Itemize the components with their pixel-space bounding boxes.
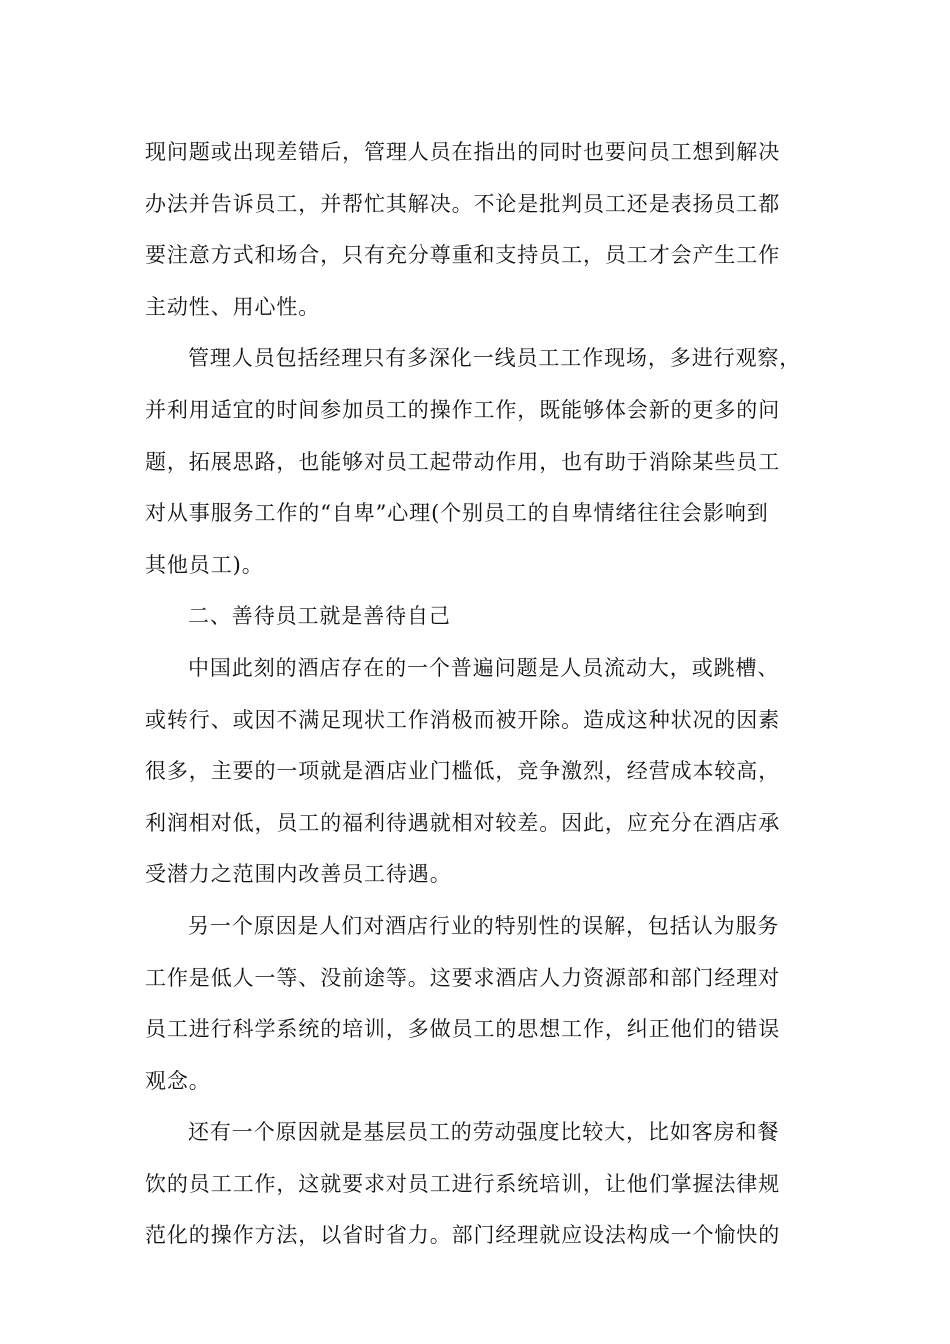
text-line: 饮的员工工作，这就要求对员工进行系统培训，让他们掌握法律规 xyxy=(145,1171,781,1196)
text-line: 其他员工)。 xyxy=(145,552,264,577)
document-body xyxy=(145,127,815,1262)
text-line: 范化的操作方法，以省时省力。部门经理就应设法构成一个愉快的 xyxy=(145,1223,781,1248)
text-line: 工作是低人一等、没前途等。这要求酒店人力资源部和部门经理对 xyxy=(145,965,781,990)
paragraph-first-line: 管理人员包括经理只有多深化一线员工工作现场，多进行观察， xyxy=(188,346,802,371)
text-line: 要注意方式和场合，只有充分尊重和支持员工，员工才会产生工作 xyxy=(145,243,781,268)
text-line: 观念。 xyxy=(145,1068,211,1093)
text-line: 对从事服务工作的“自卑”心理(个别员工的自卑情绪往往会影响到 xyxy=(145,501,769,526)
section-heading: 二、善待员工就是善待自己 xyxy=(188,604,451,629)
paragraph-first-line: 另一个原因是人们对酒店行业的特别性的误解，包括认为服务 xyxy=(188,913,780,938)
text-line: 或转行、或因不满足现状工作消极而被开除。造成这种状况的因素 xyxy=(145,707,781,732)
text-line: 很多，主要的一项就是酒店业门槛低，竞争激烈，经营成本较高， xyxy=(145,759,781,784)
text-line: 现问题或出现差错后，管理人员在指出的同时也要问员工想到解决 xyxy=(145,140,781,164)
text-line: 办法并告诉员工，并帮忙其解决。不论是批判员工还是表扬员工都 xyxy=(145,191,781,216)
text-line: 并利用适宜的时间参加员工的操作工作，既能够体会新的更多的问 xyxy=(145,397,781,422)
text-line: 主动性、用心性。 xyxy=(145,294,321,319)
paragraph-first-line: 中国此刻的酒店存在的一个普遍问题是人员流动大，或跳槽、 xyxy=(188,655,780,680)
text-line: 利润相对低，员工的福利待遇就相对较差。因此，应充分在酒店承 xyxy=(145,810,781,835)
text-line: 受潜力之范围内改善员工待遇。 xyxy=(145,862,452,887)
text-line: 员工进行科学系统的培训，多做员工的思想工作，纠正他们的错误 xyxy=(145,1017,781,1042)
paragraph-first-line: 还有一个原因就是基层员工的劳动强度比较大，比如客房和餐 xyxy=(188,1120,780,1145)
text-line: 题，拓展思路，也能够对员工起带动作用，也有助于消除某些员工 xyxy=(145,449,781,474)
